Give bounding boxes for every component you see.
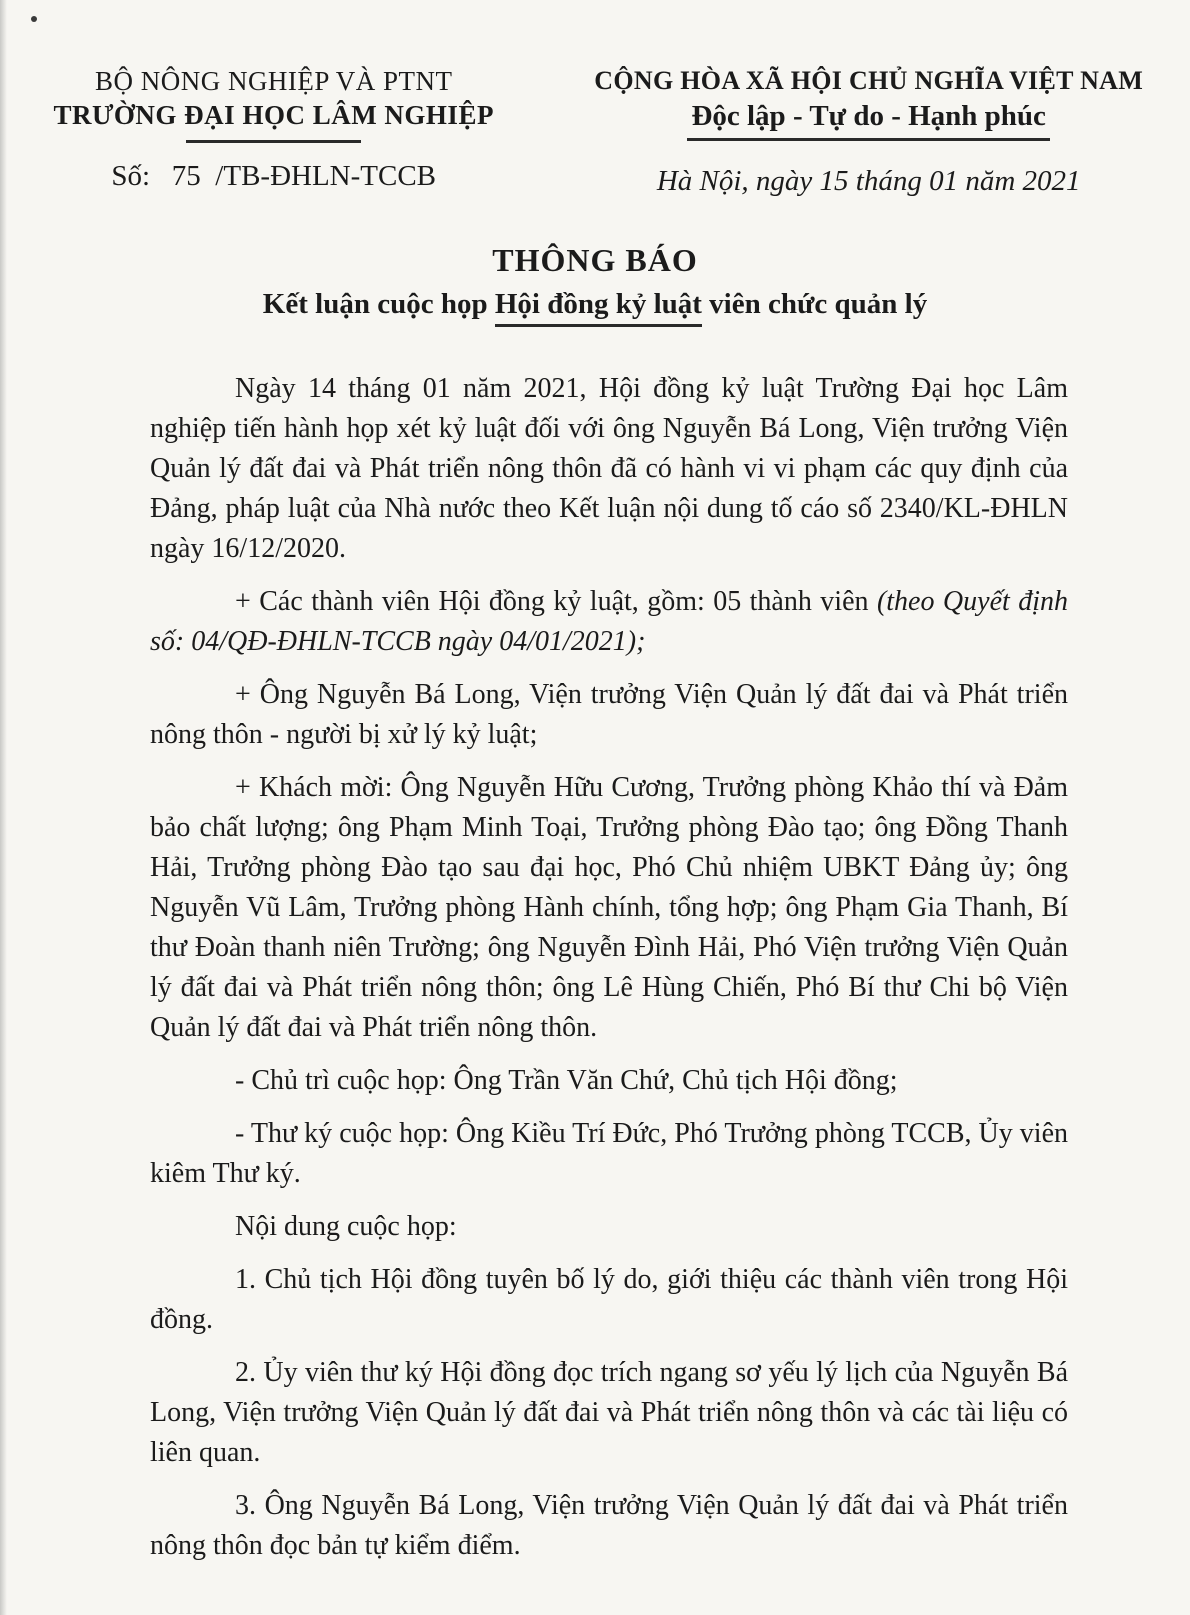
- document-subtitle: [0, 288, 1190, 327]
- university-underline: [186, 140, 361, 143]
- document-body: [150, 369, 1068, 1566]
- title-block: [0, 242, 1190, 327]
- paragraph-agenda-item-2: 2. Ủy viên thư ký Hội đồng đọc trích ngang sơ yếu lý lịch của Nguyễn Bá Long, Viện trưởng Viện Quản lý đất đai và Phát triển nông thôn và các tài liệu có liên quan.: [150, 1357, 1068, 1468]
- council-members-text: + Các thành viên Hội đồng kỷ luật, gồm: 05 thành viên: [235, 586, 877, 617]
- subtitle-pre: Kết luận cuộc họp: [262, 288, 495, 320]
- paragraph-disciplined-person: + Ông Nguyễn Bá Long, Viện trưởng Viện Quản lý đất đai và Phát triển nông thôn - người bị xử lý kỷ luật;: [150, 679, 1068, 750]
- paragraph-guests: + Khách mời: Ông Nguyễn Hữu Cương, Trưởng phòng Khảo thí và Đảm bảo chất lượng; ông Phạm Minh Toại, Trưởng phòng Đào tạo; ông Đồng Thanh Hải, Trưởng phòng Đào tạo sau đại học, Phó Chủ nhiệm UBKT Đảng ủy; ông Nguyễn Vũ Lâm, Trưởng phòng Hành chính, tổng hợp; ông Phạm Gia Thanh, Bí thư Đoàn thanh niên Trường; ông Nguyễn Đình Hải, Phó Viện trưởng Viện Quản lý đất đai và Phát triển nông thôn; ông Lê Hùng Chiến, Phó Bí thư Chi bộ Viện Quản lý đất đai và Phát triển nông thôn.: [150, 772, 1068, 1043]
- subtitle-underlined: Hội đồng kỷ luật: [495, 288, 702, 327]
- university-name: TRƯỜNG ĐẠI HỌC LÂM NGHIỆP: [53, 100, 494, 130]
- decision-reference-italic: (theo Quyết định số: 04/QĐ-ĐHLN-TCCB ngày 04/01/2021);: [150, 586, 1068, 657]
- scan-artifact-dot: [31, 16, 37, 22]
- issuing-agency-block: [0, 66, 547, 198]
- scan-edge-shadow: [0, 0, 7, 1615]
- ministry-name: BỘ NÔNG NGHIỆP VÀ PTNT: [94, 66, 453, 96]
- paragraph-agenda-item-1: 1. Chủ tịch Hội đồng tuyên bố lý do, giới thiệu các thành viên trong Hội đồng.: [150, 1264, 1068, 1335]
- national-motto: Độc lập - Tự do - Hạnh phúc: [687, 100, 1050, 141]
- document-title: THÔNG BÁO: [492, 242, 698, 278]
- paragraph-intro: Ngày 14 tháng 01 năm 2021, Hội đồng kỷ luật Trường Đại học Lâm nghiệp tiến hành họp xét kỷ luật đối với ông Nguyễn Bá Long, Viện trưởng Viện Quản lý đất đai và Phát triển nông thôn đã có hành vi vi phạm các quy định của Đảng, pháp luật của Nhà nước theo Kết luận nội dung tố cáo số 2340/KL-ĐHLN ngày 16/12/2020.: [150, 373, 1068, 564]
- national-header-block: [547, 66, 1190, 198]
- document-header: [0, 0, 1190, 198]
- paragraph-agenda-item-3: 3. Ông Nguyễn Bá Long, Viện trưởng Viện Quản lý đất đai và Phát triển nông thôn đọc bản tự kiểm điểm.: [150, 1490, 1068, 1561]
- paragraph-agenda-heading: Nội dung cuộc họp:: [235, 1211, 457, 1242]
- country-title: CỘNG HÒA XÃ HỘI CHỦ NGHĨA VIỆT NAM: [594, 66, 1144, 95]
- document-number: Số: 75 /TB-ĐHLN-TCCB: [111, 160, 437, 192]
- paragraph-secretary: - Thư ký cuộc họp: Ông Kiều Trí Đức, Phó Trưởng phòng TCCB, Ủy viên kiêm Thư ký.: [150, 1118, 1068, 1189]
- subtitle-post: viên chức quản lý: [701, 288, 928, 320]
- paragraph-council-members: [150, 582, 1068, 662]
- place-and-date: Hà Nội, ngày 15 tháng 01 năm 2021: [656, 165, 1081, 197]
- paragraph-chair: - Chủ trì cuộc họp: Ông Trần Văn Chứ, Chủ tịch Hội đồng;: [235, 1065, 898, 1096]
